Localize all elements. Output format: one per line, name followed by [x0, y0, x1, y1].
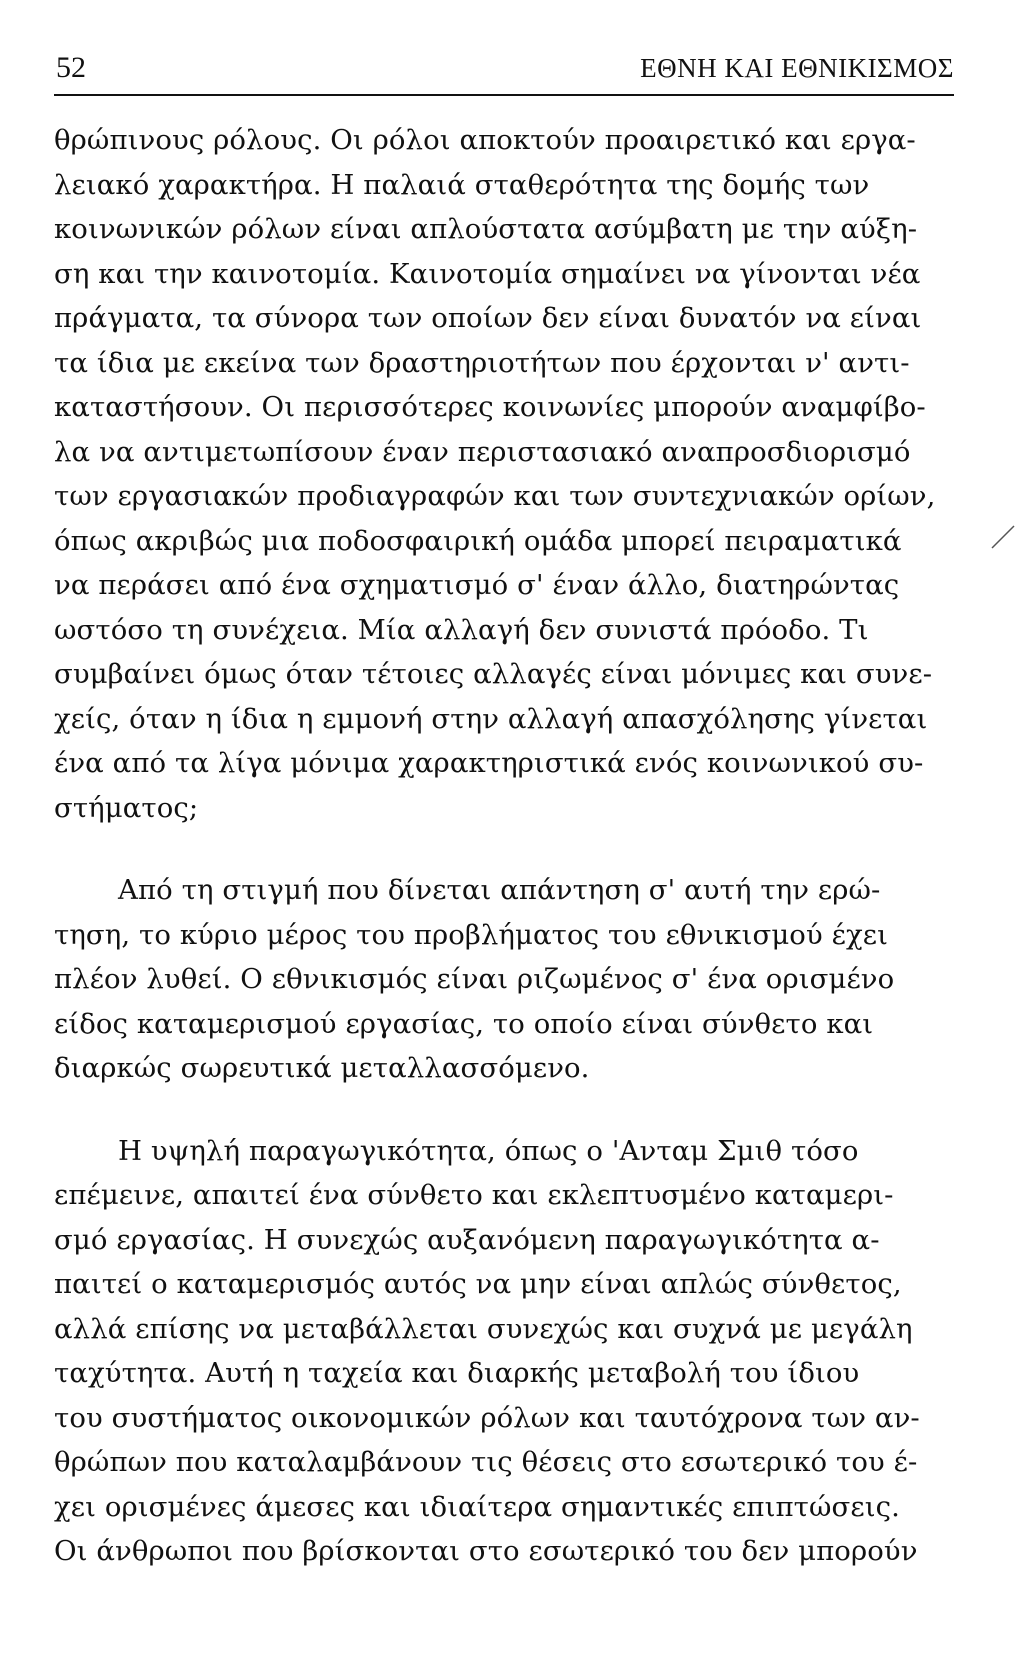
book-title: ΕΘΝΗ ΚΑΙ ΕΘΝΙΚΙΣΜΟΣ — [640, 53, 954, 83]
text-line: λειακό χαρακτήρα. Η παλαιά σταθερότητα της δομής των — [54, 168, 870, 201]
text-line: χείς, όταν η ίδια η εμμονή στην αλλαγή απασχόλησης γίνεται — [54, 702, 928, 735]
text-line: επέμεινε, απαιτεί ένα σύνθετο και εκλεπτυσμένο καταμερι- — [54, 1179, 894, 1211]
text-line: κοινωνικών ρόλων είναι απλούστατα ασύμβατη με την αύξη- — [54, 213, 918, 245]
text-line: πράγματα, τα σύνορα των οποίων δεν είναι δυνατόν να είναι — [54, 302, 922, 334]
text-line: θρώπινους ρόλους. Οι ρόλοι αποκτούν προαιρετικό και εργα- — [54, 124, 916, 156]
text-line: των εργασιακών προδιαγραφών και των συντεχνιακών ορίων, — [54, 480, 936, 512]
text-line: Η υψηλή παραγωγικότητα, όπως ο 'Ανταμ Σμιθ τόσο — [118, 1134, 859, 1167]
text-line: χει ορισμένες άμεσες και ιδιαίτερα σημαντικές επιπτώσεις. — [54, 1490, 900, 1523]
text-line: θρώπων που καταλαμβάνουν τις θέσεις στο εσωτερικό του έ- — [54, 1446, 918, 1478]
text-line: διαρκώς σωρευτικά μεταλλασσόμενο. — [54, 1052, 590, 1084]
text-line: είδος καταμερισμού εργασίας, το οποίο είναι σύνθετο και — [54, 1007, 874, 1040]
paragraph-3 — [54, 1129, 954, 1574]
text-line: τα ίδια με εκείνα των δραστηριοτήτων που έρχονται ν' αντι- — [54, 346, 910, 379]
text-line: πλέον λυθεί. Ο εθνικισμός είναι ριζωμένος σ' ένα ορισμένο — [54, 963, 895, 995]
paragraph-gap — [54, 1091, 954, 1129]
body-text — [54, 118, 954, 1574]
paragraph-1 — [54, 118, 954, 830]
text-line: τηση, το κύριο μέρος του προβλήματος του εθνικισμού έχει — [54, 918, 888, 951]
text-line: συμβαίνει όμως όταν τέτοιες αλλαγές είναι μόνιμες και συνε- — [54, 658, 933, 690]
text-line: του συστήματος οικονομικών ρόλων και ταυτόχρονα των αν- — [54, 1401, 920, 1434]
page-number: 52 — [56, 51, 86, 84]
text-line: σμό εργασίας. Η συνεχώς αυξανόμενη παραγωγικότητα α- — [54, 1223, 880, 1256]
text-line: να περάσει από ένα σχηματισμό σ' έναν άλλο, διατηρώντας — [54, 569, 900, 601]
text-line: Οι άνθρωποι που βρίσκονται στο εσωτερικό του δεν μπορούν — [54, 1535, 918, 1567]
text-line: παιτεί ο καταμερισμός αυτός να μην είναι απλώς σύνθετος, — [54, 1268, 902, 1300]
text-line: στήματος; — [54, 791, 199, 824]
scan-mark-slash — [990, 520, 1020, 550]
text-line: ένα από τα λίγα μόνιμα χαρακτηριστικά ενός κοινωνικού συ- — [54, 747, 924, 779]
running-head — [54, 48, 954, 96]
text-line: καταστήσουν. Οι περισσότερες κοινωνίες μπορούν αναμφίβο- — [54, 391, 926, 423]
text-line: λα να αντιμετωπίσουν έναν περιστασιακό αναπροσδιορισμό — [54, 435, 911, 468]
text-line: ταχύτητα. Αυτή η ταχεία και διαρκής μεταβολή του ίδιου — [54, 1357, 860, 1389]
paragraph-2 — [54, 868, 954, 1091]
text-line: ωστόσο τη συνέχεια. Μία αλλαγή δεν συνιστά πρόοδο. Τι — [54, 613, 869, 646]
paragraph-gap — [54, 830, 954, 868]
text-line: όπως ακριβώς μια ποδοσφαιρική ομάδα μπορεί πειραματικά — [54, 524, 902, 557]
text-line: αλλά επίσης να μεταβάλλεται συνεχώς και συχνά με μεγάλη — [54, 1312, 913, 1345]
text-line: ση και την καινοτομία. Καινοτομία σημαίνει να γίνονται νέα — [54, 257, 921, 290]
text-line: Από τη στιγμή που δίνεται απάντηση σ' αυτή την ερώ- — [118, 874, 881, 906]
